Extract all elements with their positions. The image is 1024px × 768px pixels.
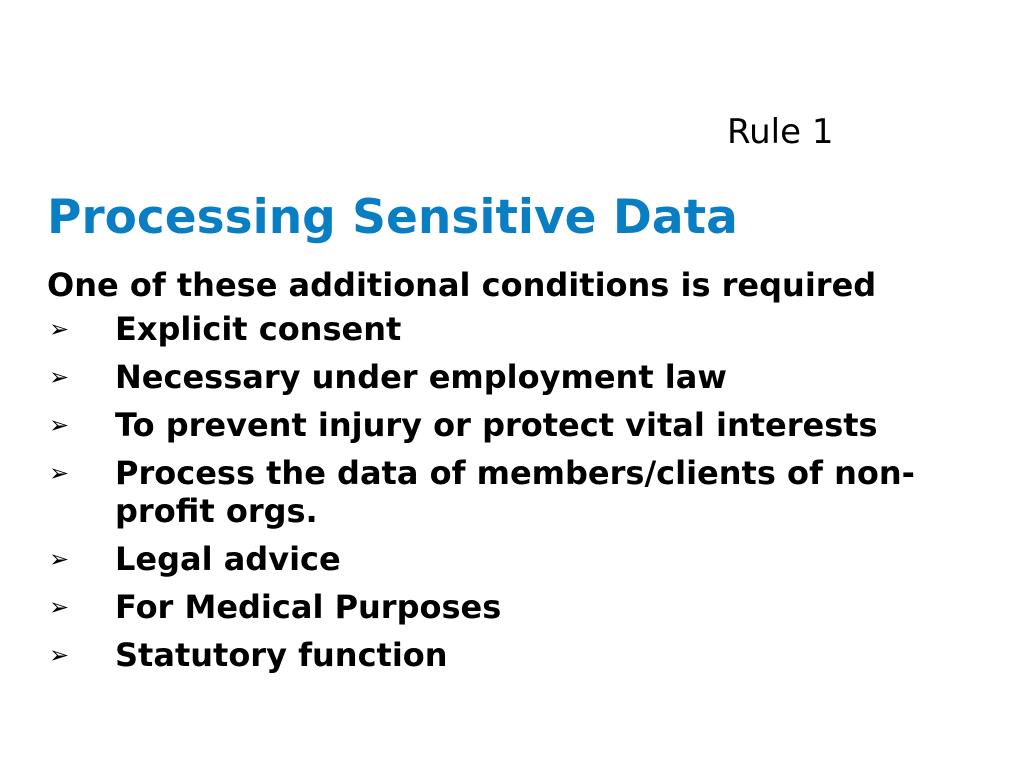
list-item-text: To prevent injury or protect vital interests: [115, 406, 878, 444]
list-item: [47, 540, 947, 578]
list-item-text: Explicit consent: [115, 310, 402, 348]
arrow-bullet-icon: ➢: [49, 459, 70, 487]
arrow-bullet-icon: ➢: [49, 411, 70, 439]
intro-text: One of these additional conditions is required: [47, 266, 877, 304]
list-item: [47, 310, 947, 348]
slide-body: [47, 266, 947, 684]
arrow-bullet-icon: ➢: [49, 315, 70, 343]
condition-list: [47, 310, 947, 674]
list-item: [47, 358, 947, 396]
list-item-text: Statutory function: [115, 636, 448, 674]
list-item-text: For Medical Purposes: [115, 588, 502, 626]
arrow-bullet-icon: ➢: [49, 641, 70, 669]
list-item-text: Necessary under employment law: [115, 358, 727, 396]
rule-label: Rule 1: [727, 112, 834, 152]
list-item-text: Process the data of members/clients of non-profit orgs.: [115, 454, 915, 530]
slide-title: Processing Sensitive Data: [47, 190, 738, 245]
list-item: [47, 406, 947, 444]
list-item: [47, 588, 947, 626]
list-item: [47, 636, 947, 674]
arrow-bullet-icon: ➢: [49, 363, 70, 391]
arrow-bullet-icon: ➢: [49, 593, 70, 621]
list-item-text: Legal advice: [115, 540, 341, 578]
list-item: [47, 454, 947, 530]
arrow-bullet-icon: ➢: [49, 545, 70, 573]
